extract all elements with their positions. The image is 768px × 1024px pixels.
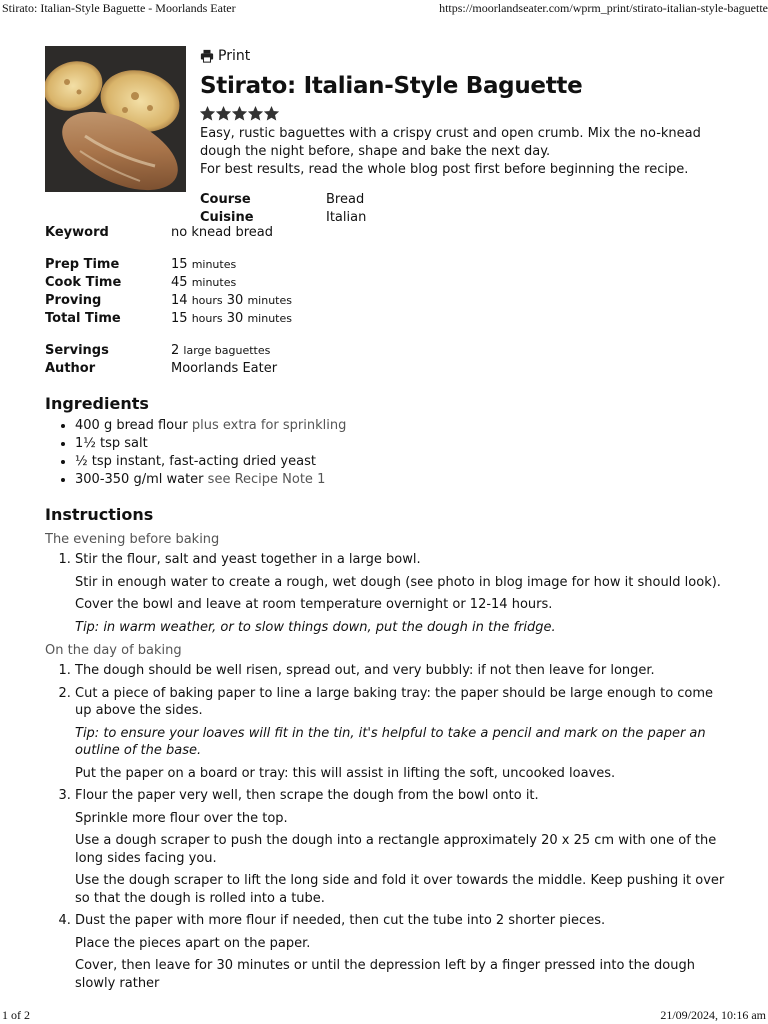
print-label: Print: [218, 48, 251, 64]
ingredient-item: • ½ tsp instant, fast-acting dried yeast: [75, 453, 725, 471]
prep-time-value: 15: [171, 257, 188, 272]
ingredient-item: • 300-350 g/ml water see Recipe Note 1: [75, 471, 725, 489]
star-icon[interactable]: [264, 106, 279, 121]
print-footer: [0, 1006, 768, 1024]
proving-time-row: [45, 292, 725, 310]
star-icon[interactable]: [232, 106, 247, 121]
total-minutes-value: 30: [226, 311, 244, 326]
instruction-group-title: The evening before baking: [45, 532, 220, 547]
instruction-tip: Tip: to ensure your loaves will fit in the tin, it's helpful to take a pencil and mark on the paper an outline of the base.: [75, 725, 706, 758]
proving-minutes-unit: minutes: [247, 294, 292, 307]
instruction-step: 4. Dust the paper with more flour if needed, then cut the tube into 2 shorter pieces. Place the pieces apart on the paper. Cover, then leave for 30 minutes or until the depression left by a finger pressed into the dough slowly rather: [75, 912, 725, 992]
cuisine-label: Cuisine: [200, 210, 254, 225]
recipe-body: [45, 224, 725, 997]
prep-time-label: Prep Time: [45, 257, 120, 272]
instruction-step: 2. Cut a piece of baking paper to line a large baking tray: the paper should be large enough to come up above the sides. Tip: to ensure your loaves will fit in the tin, it's helpful to take a pencil and mark on the paper an outline of the base. Put the paper on a board or tray: this will assist in lifting the soft, uncooked loaves.: [75, 685, 725, 783]
ingredient-note: plus extra for sprinkling: [191, 418, 347, 433]
total-time-label: Total Time: [45, 311, 121, 326]
proving-hours-value: 14: [171, 293, 188, 308]
instructions-heading: Instructions: [45, 505, 154, 524]
ingredient-note: see Recipe Note 1: [207, 472, 326, 487]
instruction-step: 1. The dough should be well risen, spread out, and very bubbly: if not then leave for longer.: [75, 662, 725, 680]
cook-time-label: Cook Time: [45, 275, 122, 290]
author-label: Author: [45, 361, 96, 376]
prep-time-unit: minutes: [191, 258, 237, 271]
author-value: Moorlands Eater: [171, 361, 278, 376]
course-row: [200, 191, 725, 209]
keyword-row: [45, 224, 725, 242]
summary-line: For best results, read the whole blog post first before beginning the recipe.: [200, 162, 689, 177]
instruction-steps: [45, 662, 725, 992]
keyword-label: Keyword: [45, 225, 109, 240]
recipe-meta: [45, 224, 725, 378]
baguette-photo: [45, 46, 186, 192]
servings-label: Servings: [45, 343, 109, 358]
ingredients-list: [45, 417, 725, 489]
recipe-summary: [200, 125, 725, 179]
printer-icon: [200, 49, 214, 63]
page-title: Stirato: Italian-Style Baguette - Moorlands Eater: [2, 1, 236, 15]
keyword-value: no knead bread: [171, 225, 273, 240]
author-row: [45, 360, 725, 378]
ingredient-item: • 400 g bread flour plus extra for sprinkling: [75, 417, 725, 435]
ingredients-heading: Ingredients: [45, 394, 149, 413]
rating-stars: [200, 106, 725, 122]
servings-unit: large baguettes: [183, 344, 271, 357]
print-button[interactable]: [200, 46, 725, 66]
instruction-step: 3. Flour the paper very well, then scrape the dough from the bowl onto it. Sprinkle more flour over the top. Use a dough scraper to push the dough into a rectangle approximately 20 x 25 cm with one of the long sides facing you. Use the dough scraper to lift the long side and fold it over towards the middle. Keep pushing it over so that the dough is rolled into a tube.: [75, 787, 725, 907]
course-cuisine: [200, 191, 725, 227]
proving-hours-unit: hours: [191, 294, 223, 307]
proving-time-label: Proving: [45, 293, 102, 308]
prep-time-row: [45, 256, 725, 274]
course-value: Bread: [326, 192, 365, 207]
servings-value[interactable]: 2: [171, 343, 180, 358]
ingredient-item: • 1½ tsp salt: [75, 435, 725, 453]
total-hours-unit: hours: [191, 312, 223, 325]
course-label: Course: [200, 192, 251, 207]
total-hours-value: 15: [171, 311, 188, 326]
page-url[interactable]: https://moorlandseater.com/wprm_print/stirato-italian-style-baguette: [439, 1, 768, 15]
star-icon[interactable]: [248, 106, 263, 121]
print-header: [0, 0, 768, 18]
instruction-steps: [45, 551, 725, 636]
page-count: 1 of 2: [2, 1008, 30, 1022]
recipe-title: Stirato: Italian-Style Baguette: [200, 73, 583, 99]
cook-time-unit: minutes: [191, 276, 237, 289]
proving-minutes-value: 30: [226, 293, 244, 308]
cuisine-value: Italian: [326, 210, 367, 225]
total-minutes-unit: minutes: [247, 312, 292, 325]
instruction-step: 1. Stir the flour, salt and yeast together in a large bowl. Stir in enough water to create a rough, wet dough (see photo in blog image for how it should look). Cover the bowl and leave at room temperature overnight or 12-14 hours. Tip: in warm weather, or to slow things down, put the dough in the fridge.: [75, 551, 725, 636]
cook-time-value: 45: [171, 275, 188, 290]
instruction-group-title: On the day of baking: [45, 643, 182, 658]
star-icon[interactable]: [200, 106, 215, 121]
print-datetime: 21/09/2024, 10:16 am: [660, 1008, 766, 1022]
total-time-row: [45, 310, 725, 328]
recipe-header: [200, 44, 725, 227]
star-icon[interactable]: [216, 106, 231, 121]
servings-row: [45, 342, 725, 360]
cook-time-row: [45, 274, 725, 292]
summary-line: Easy, rustic baguettes with a crispy crust and open crumb. Mix the no-knead dough the night before, shape and bake the next day.: [200, 126, 701, 159]
instruction-tip: Tip: in warm weather, or to slow things down, put the dough in the fridge.: [75, 619, 556, 635]
